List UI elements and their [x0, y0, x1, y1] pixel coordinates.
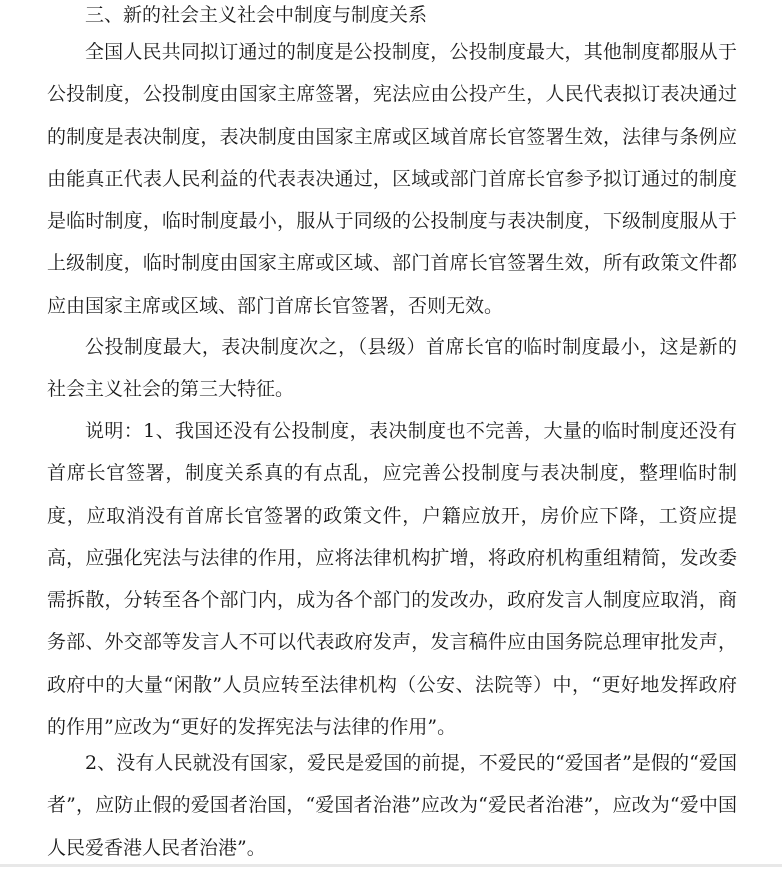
paragraph-system-hierarchy: 全国人民共同拟订通过的制度是公投制度，公投制度最大，其他制度都服从于公投制度，公投制度由国家主席签署，宪法应由公投产生，人民代表拟订表决通过的制度是表决制度，表决制度由国家主席或区域首席长官签署生效，法律与条例应由能真正代表人民利益的代表表决通过，区域或部门首席长官参予拟订通过的制度是临时制度，临时制度最小，服从于同级的公投制度与表决制度，下级制度服从于上级制度，临时制度由国家主席或区域、部门首席长官签署生效，所有政策文件都应由国家主席或区域、部门首席长官签署，否则无效。 — [47, 41, 737, 317]
paragraph-note-1: 说明：1、我国还没有公投制度，表决制度也不完善，大量的临时制度还没有首席长官签署，制度关系真的有点乱，应完善公投制度与表决制度，整理临时制度，应取消没有首席长官签署的政策文件，户籍应放开，房价应下降，工资应提高，应强化宪法与法律的作用，应将法律机构扩增，将政府机构重组精简，发改委需拆散，分转至各个部门内，成为各个部门的发改办，政府发言人制度应取消，商务部、外交部等发言人不可以代表政府发声，发言稿件应由国务院总理审批发声，政府中的大量“闲散”人员应转至法律机构（公安、法院等）中，“更好地发挥政府的作用”应改为“更好的发挥宪法与法律的作用”。 — [47, 420, 737, 739]
paragraph-note-2: 2、没有人民就没有国家，爱民是爱国的前提，不爱民的“爱国者”是假的“爱国者”，应防止假的爱国者治国，“爱国者治港”应改为“爱民者治港”，应改为“爱中国人民爱香港人民者治港”。 — [47, 752, 737, 859]
paragraph-third-feature: 公投制度最大，表决制度次之，（县级）首席长官的临时制度最小，这是新的社会主义社会的第三大特征。 — [47, 336, 737, 401]
section-heading: 三、新的社会主义社会中制度与制度关系 — [85, 4, 428, 26]
